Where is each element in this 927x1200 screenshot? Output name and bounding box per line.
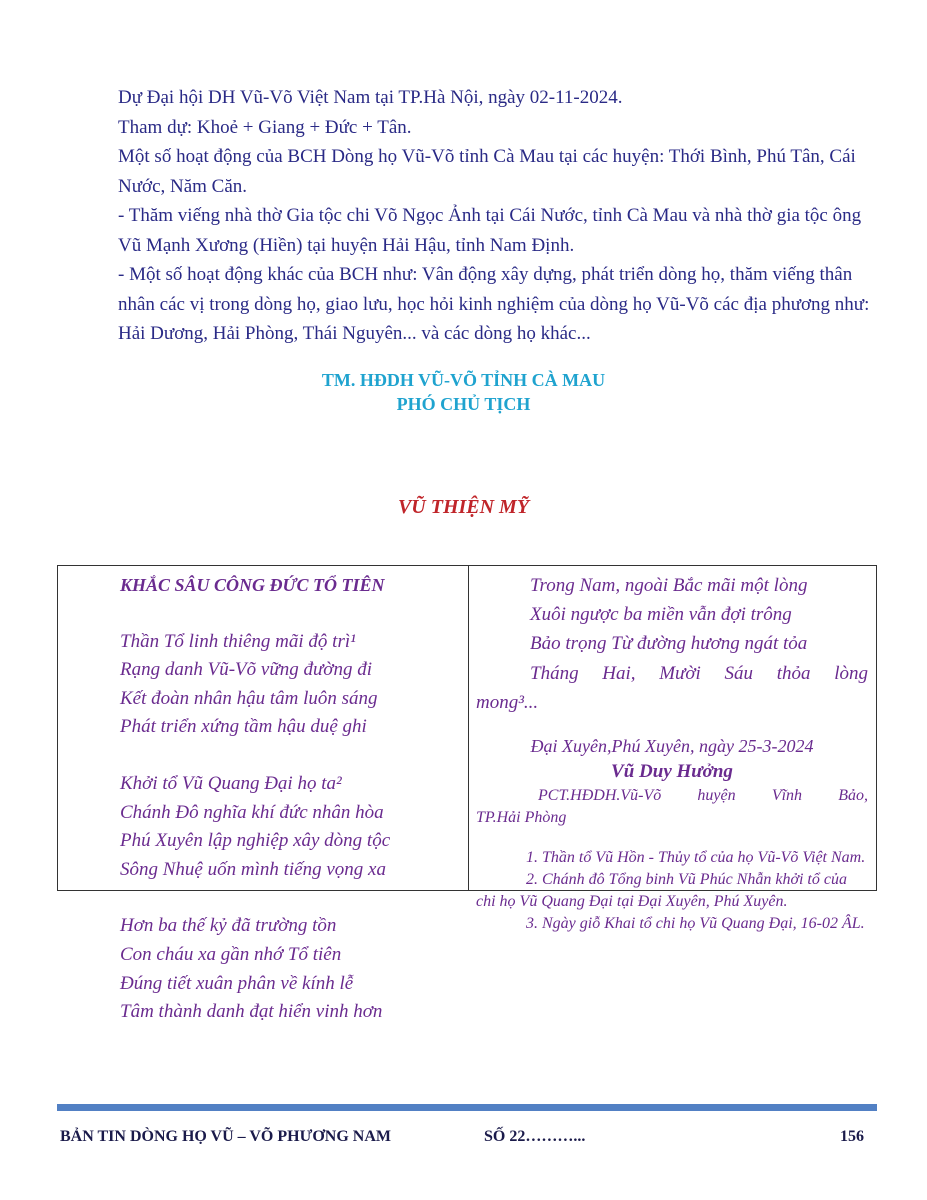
poem-right-column bbox=[476, 571, 868, 935]
intro-text bbox=[118, 83, 878, 349]
signature-title: PHÓ CHỦ TỊCH bbox=[396, 394, 531, 414]
footer-publication: BẢN TIN DÒNG HỌ VŨ – VÕ PHƯƠNG NAM bbox=[60, 1128, 391, 1145]
poem-line: Trong Nam, ngoài Bắc mãi một lòng bbox=[530, 575, 808, 596]
author-role-location: TP.Hải Phòng bbox=[476, 809, 567, 827]
poem-line: Bảo trọng Từ đường hương ngát tỏa bbox=[530, 633, 808, 655]
poem-line: Tâm thành danh đạt hiển vinh hơn bbox=[120, 1001, 383, 1023]
poem-line: Tháng Hai, Mười Sáu thỏa lòng bbox=[530, 662, 868, 684]
poem-line: Phú Xuyên lập nghiệp xây dòng tộc bbox=[120, 830, 391, 852]
poem-line: Khởi tổ Vũ Quang Đại họ ta² bbox=[120, 772, 342, 794]
poem-line: Xuôi ngược ba miền vẫn đợi trông bbox=[530, 604, 792, 626]
intro-line: - Thăm viếng nhà thờ Gia tộc chi Võ Ngọc Ảnh tại Cái Nước, tỉnh Cà Mau và nhà thờ gia tộc ông Vũ Mạnh Xương (Hiền) tại huyện Hải Hậu, tỉnh Nam Định. bbox=[118, 205, 862, 256]
poem-line: Thần Tổ linh thiêng mãi độ trì¹ bbox=[120, 630, 356, 652]
poem-dateline: Đại Xuyên,Phú Xuyên, ngày 25-3-2024 bbox=[530, 736, 814, 757]
footer-bar bbox=[57, 1104, 877, 1111]
intro-line: Dự Đại hội DH Vũ-Võ Việt Nam tại TP.Hà Nội, ngày 02-11-2024. bbox=[118, 87, 623, 108]
page-number: 156 bbox=[840, 1128, 864, 1145]
footnote: 3. Ngày giỗ Khai tổ chi họ Vũ Quang Đại, 16-02 ÂL. bbox=[526, 915, 865, 933]
signature-name: VŨ THIỆN MỸ bbox=[397, 496, 530, 518]
intro-line: Một số hoạt động của BCH Dòng họ Vũ-Võ tỉnh Cà Mau tại các huyện: Thới Bình, Phú Tân, Cái Nước, Năm Căn. bbox=[118, 146, 856, 197]
poem-line: Rạng danh Vũ-Võ vững đường đi bbox=[120, 659, 372, 681]
poem-line: Kết đoàn nhân hậu tâm luôn sáng bbox=[120, 687, 378, 709]
footnote: 2. Chánh đô Tổng binh Vũ Phúc Nhẫn khởi tổ của chi họ Vũ Quang Đại tại Đại Xuyên, Phú Xuyên. bbox=[476, 871, 847, 911]
footer-issue: SỐ 22………... bbox=[484, 1128, 586, 1145]
column-divider bbox=[468, 566, 469, 890]
poem-line: mong³... bbox=[476, 691, 539, 713]
poem-line: Hơn ba thế kỷ đã trường tồn bbox=[120, 915, 337, 937]
intro-line: - Một số hoạt động khác của BCH như: Vân động xây dựng, phát triển dòng họ, thăm viếng thân nhân các vị trong dòng họ, giao lưu, học hỏi kinh nghiệm của dòng họ Vũ-Võ các địa phương như: Hải Dương, Hải Phòng, Thái Nguyên... và các dòng họ khác... bbox=[118, 264, 870, 344]
poem-line: Đúng tiết xuân phân về kính lễ bbox=[120, 972, 354, 994]
poem-box bbox=[57, 565, 877, 1023]
poem-line: Con cháu xa gần nhớ Tổ tiên bbox=[120, 943, 342, 965]
poem-title: KHẮC SÂU CÔNG ĐỨC TỔ TIÊN bbox=[120, 575, 385, 595]
poem-left-column bbox=[120, 571, 460, 1027]
poem-line: Chánh Đô nghĩa khí đức nhân hòa bbox=[120, 801, 384, 823]
footnote: 1. Thần tổ Vũ Hồn - Thủy tổ của họ Vũ-Võ Việt Nam. bbox=[526, 849, 866, 867]
intro-line: Tham dự: Khoẻ + Giang + Đức + Tân. bbox=[118, 116, 412, 138]
poem-line: Sông Nhuệ uốn mình tiếng vọng xa bbox=[120, 858, 386, 880]
signature-org: TM. HĐDH VŨ-VÕ TỈNH CÀ MAU bbox=[321, 370, 606, 390]
poem-author: Vũ Duy Hưởng bbox=[611, 761, 733, 783]
author-role: PCT.HĐDH.Vũ-Võ huyện Vĩnh Bảo, bbox=[538, 787, 868, 805]
poem-line: Phát triển xứng tầm hậu duệ ghi bbox=[120, 716, 367, 738]
